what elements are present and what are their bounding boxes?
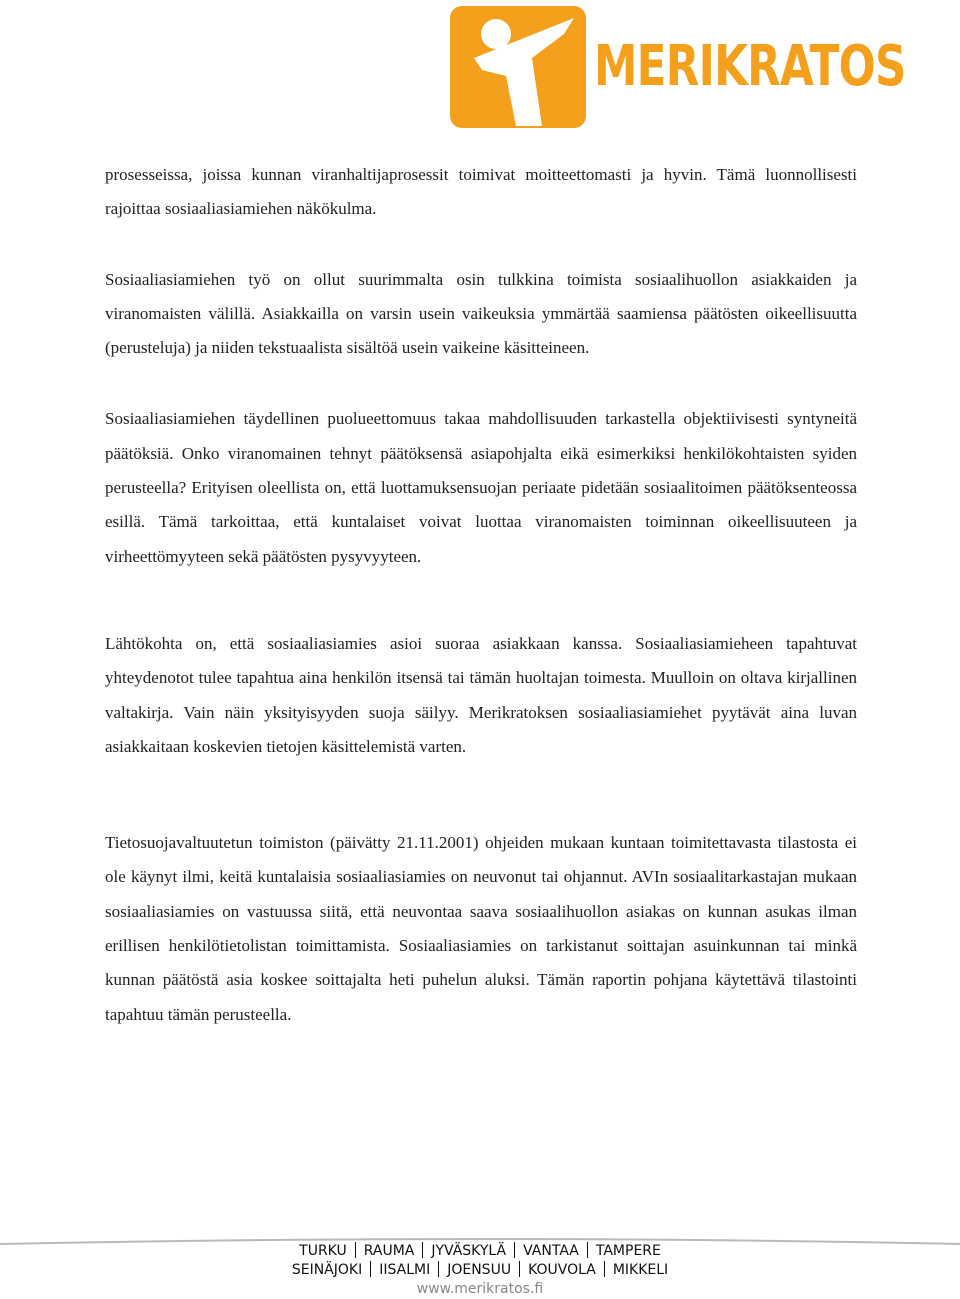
footer-city: SEINÄJOKI [291,1262,363,1278]
footer-city: VANTAA [523,1243,579,1259]
footer-city: TURKU [299,1243,347,1259]
footer-city: RAUMA [363,1243,415,1259]
footer-city: JYVÄSKYLÄ [431,1243,507,1259]
footer-separator [514,1242,515,1258]
footer-cities-row-1 [0,1242,960,1261]
footer [0,1242,960,1299]
footer-separator [604,1261,605,1277]
footer-separator [519,1261,520,1277]
footer-city: IISALMI [379,1262,431,1278]
paragraph-1: prosesseissa, joissa kunnan viranhaltijaprosessit toimivat moitteettomasti ja hyvin. Tämä luonnollisesti rajoittaa sosiaaliasiamiehen näkökulma. [105,165,857,219]
footer-separator [422,1242,423,1258]
footer-city: MIKKELI [612,1262,669,1278]
paragraph-3: Sosiaaliasiamiehen täydellinen puolueettomuus takaa mahdollisuuden tarkastella objektiivisesti syntyneitä päätöksiä. Onko viranomainen tehnyt päätöksensä asiapohjalta eikä esimerkiksi henkilökohtaisten syiden perusteella? Erityisen oleellista on, että luottamuksensuojan periaate pidetään sosiaalitoimen päätöksenteossa esillä. Tämä tarkoittaa, että kuntalaiset voivat luottaa viranomaisten toiminnan oikeellisuuteen ja virheettömyyteen sekä päätösten pysyvyyteen. [105,409,857,566]
paragraph-2: Sosiaaliasiamiehen työ on ollut suurimmalta osin tulkkina toimista sosiaalihuollon asiakkaiden ja viranomaisten välillä. Asiakkailla on varsin usein vaikeuksia ymmärtää saamiensa päätösten oikeellisuutta (perusteluja) ja niiden tekstuaalista sisältöä usein vaikeine käsitteineen. [105,269,857,358]
footer-separator [587,1242,588,1258]
paragraph-5: Tietosuojavaltuutetun toimiston (päivätty 21.11.2001) ohjeiden mukaan kuntaan toimitettavasta tilastosta ei ole käynyt ilmi, keitä kuntalaisia sosiaaliasiamies on neuvonut tai ohjannut. AVIn sosiaalitarkastajan mukaan sosiaaliasiamies on vastuussa siitä, että neuvontaa saava sosiaalihuollon asiakas on kunnan asukas ilman erillisen henkilötietolistan toimittamista. Sosiaaliasiamies on tarkistanut soittajan asuinkunnan tai minkä kunnan päätöstä asia koskee soittajalta heti puhelun aluksi. Tämän raportin pohjana käytettävä tilastointi tapahtuu tämän perusteella. [105,833,857,1024]
paragraph-4: Lähtökohta on, että sosiaaliasiamies asioi suoraa asiakkaan kanssa. Sosiaaliasiamieheen tapahtuvat yhteydenotot tulee tapahtua aina henkilön itsensä tai tämän huoltajan toimesta. Muulloin on oltava kirjallinen valtakirja. Vain näin yksityisyyden suoja säilyy. Merikratoksen sosiaaliasiamiehet pyytävät aina luvan asiakkaitaan koskevien tietojen käsittelemistä varten. [105,633,857,756]
footer-separator [370,1261,371,1277]
footer-cities-row-2 [0,1261,960,1280]
footer-city: TAMPERE [595,1243,661,1259]
footer-website-link[interactable]: www.merikratos.fi [416,1281,544,1297]
document-body [105,158,857,1032]
footer-separator [438,1261,439,1277]
footer-city: KOUVOLA [528,1262,596,1278]
footer-city: JOENSUU [447,1262,512,1278]
footer-separator [355,1242,356,1258]
logo-wordmark: MERIKRATOS [594,34,906,99]
